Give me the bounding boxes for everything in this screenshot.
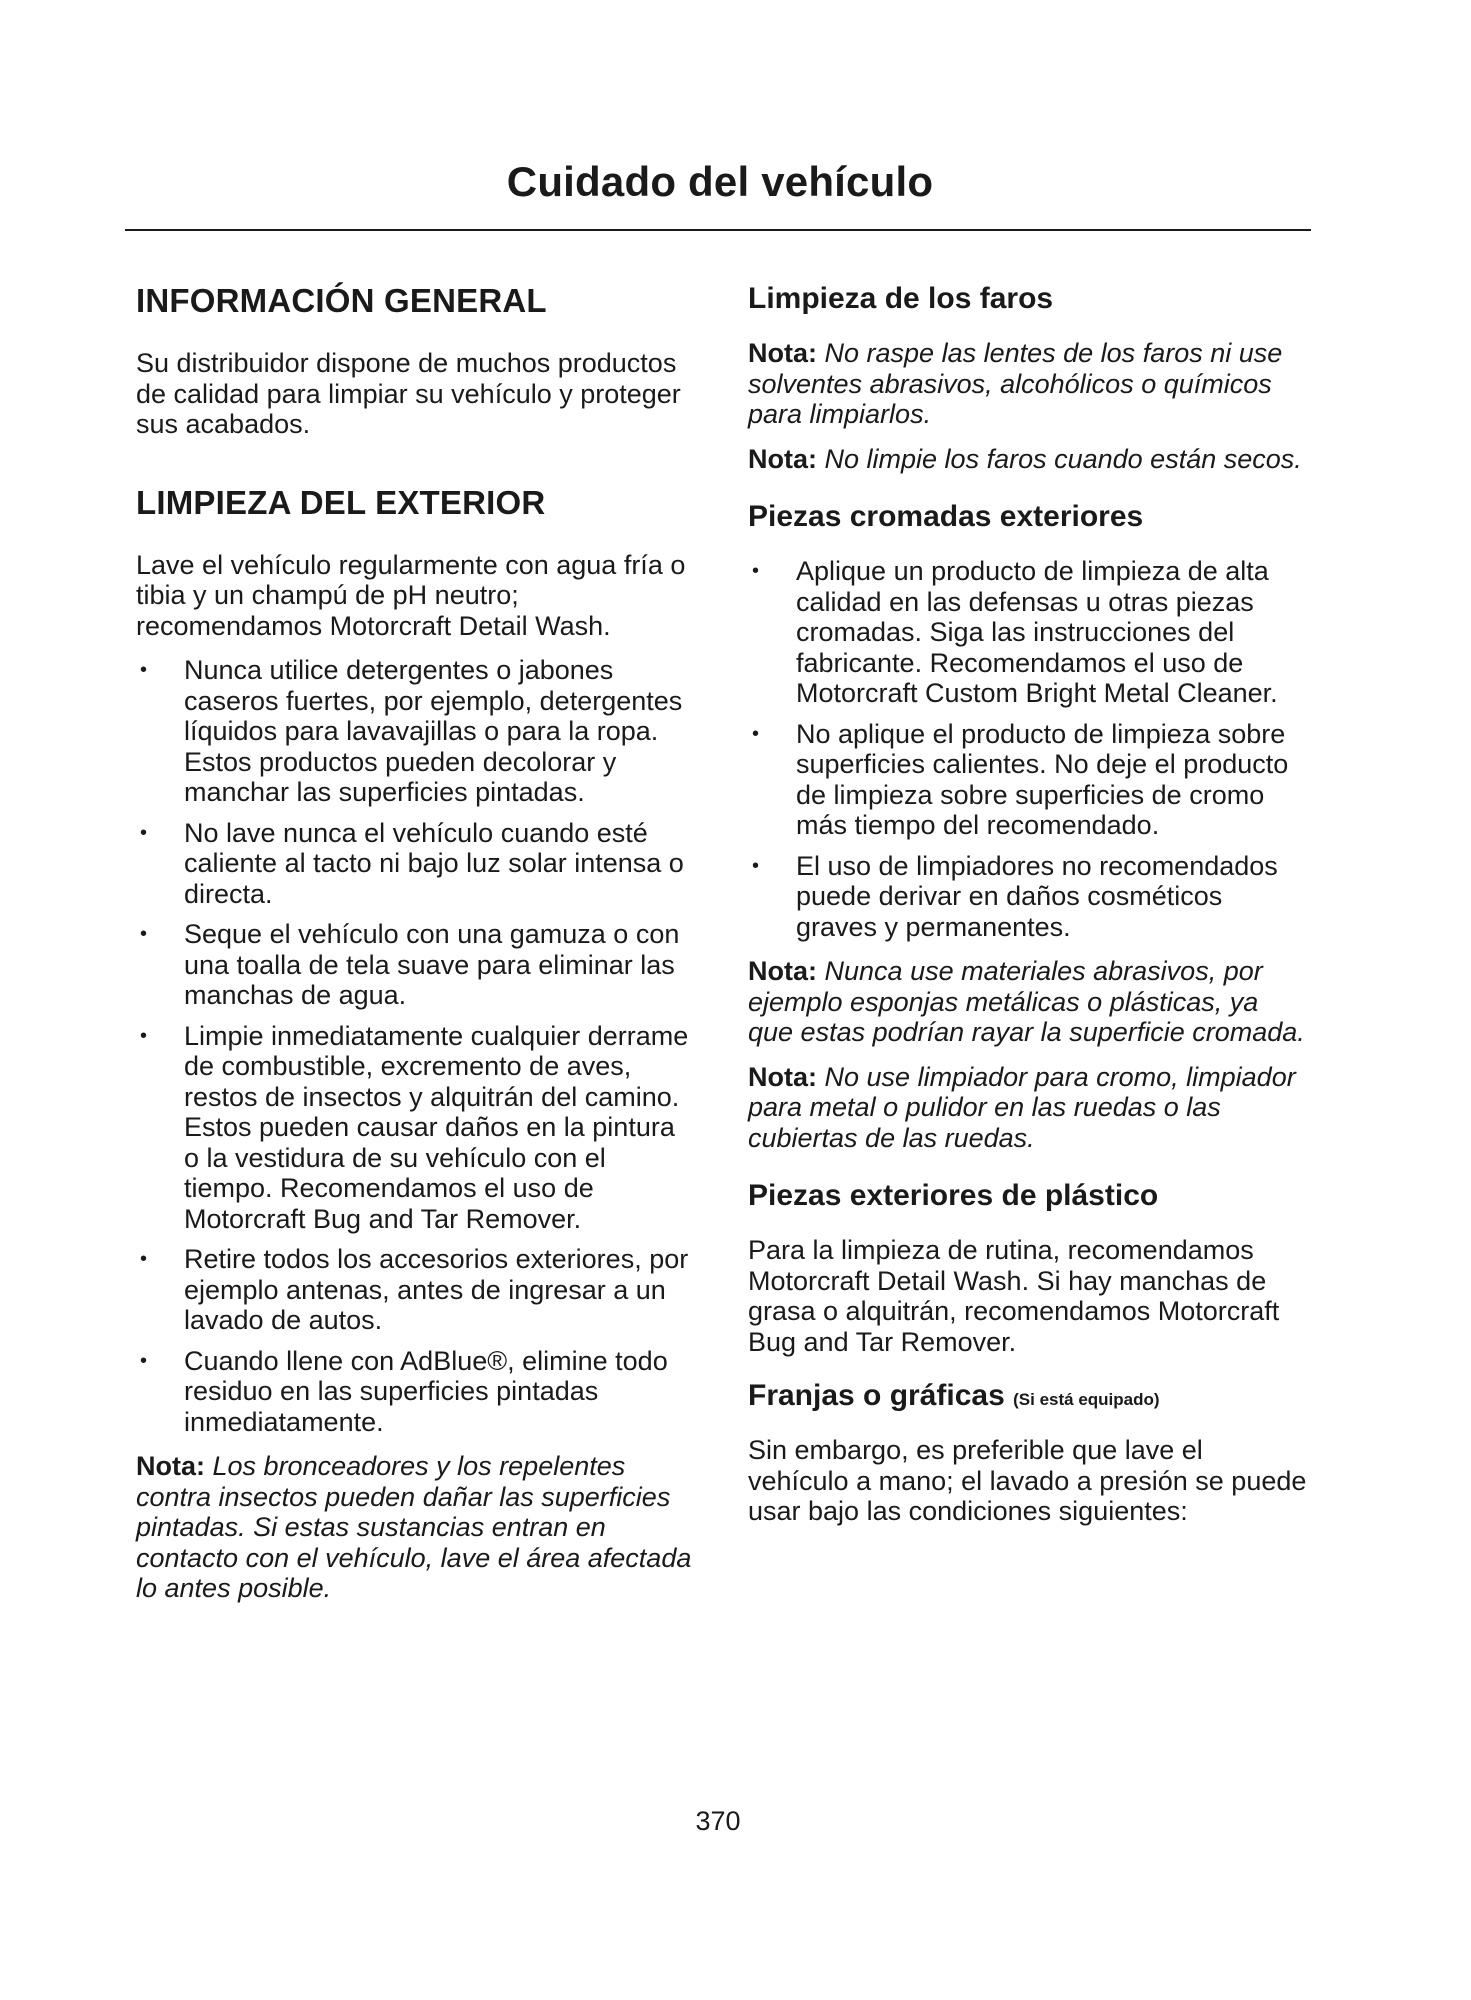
stripes-heading [748,1379,1308,1413]
list-item: • Seque el vehículo con una gamuza o con una toalla de tela suave para eliminar las manchas de agua. [136,919,696,1011]
chrome-parts-heading: Piezas cromadas exteriores [748,500,1144,533]
note-text: Los bronceadores y los repelentes contra insectos pueden dañar las superficies pintadas. Si estas sustancias entran en contacto con el vehículo, lave el área afectada lo antes posible. [136,1451,692,1603]
page-title: Cuidado del vehículo [506,158,934,205]
list-item: • No aplique el producto de limpieza sobre superficies calientes. No deje el producto de limpieza sobre superficies de cromo más tiempo del recomendado. [748,719,1308,841]
note-text: Nunca use materiales abrasivos, por ejemplo esponjas metálicas o plásticas, ya que estas podrían rayar la superficie cromada. [748,956,1305,1047]
page-number: 370 [695,1806,741,1836]
note-label: Nota: [748,1061,817,1092]
list-item: • Nunca utilice detergentes o jabones caseros fuertes, por ejemplo, detergentes líquidos para lavavajillas o para la ropa. Estos productos pueden decolorar y manchar las superficies pintadas. [136,655,696,808]
exterior-intro-text: Lave el vehículo regularmente con agua fría o tibia y un champú de pH neutro; recomendamos Motorcraft Detail Wash. [136,549,686,641]
note-text: No raspe las lentes de los faros ni use solventes abrasivos, alcohólicos o químicos para limpiarlos. [748,338,1283,429]
stripes-text: Sin embargo, es preferible que lave el vehículo a mano; el lavado a presión se puede usar bajo las condiciones siguientes: [748,1435,1307,1526]
exterior-cleaning-heading: LIMPIEZA DEL EXTERIOR [136,483,546,521]
equipped-tag: (Si está equipado) [1013,1390,1160,1409]
right-column [748,282,1308,1541]
list-item: • No lave nunca el vehículo cuando esté caliente al tacto ni bajo luz solar intensa o directa. [136,818,696,910]
list-item: • El uso de limpiadores no recomendados puede derivar en daños cosméticos graves y permanentes. [748,851,1308,943]
chrome-note-2 [748,1062,1308,1154]
list-item: • Cuando llene con AdBlue®, elimine todo residuo en las superficies pintadas inmediatamente. [136,1346,696,1438]
plastic-parts-text: Para la limpieza de rutina, recomendamos Motorcraft Detail Wash. Si hay manchas de grasa o alquitrán, recomendamos Motorcraft Bug and Tar Remover. [748,1235,1280,1357]
general-info-heading: INFORMACIÓN GENERAL [136,282,547,319]
chrome-note-1 [748,956,1308,1048]
exterior-bullet-list [136,655,696,1437]
note-label: Nota: [748,956,817,986]
chrome-bullet-list [748,556,1308,942]
note-text: No limpie los faros cuando están secos. [824,443,1302,474]
headlights-note-1 [748,338,1308,430]
plastic-parts-heading: Piezas exteriores de plástico [748,1179,1159,1212]
left-column [136,282,696,1618]
note-text: No use limpiador para cromo, limpiador para metal o pulidor en las ruedas o las cubiertas de las ruedas. [748,1061,1296,1153]
list-item: • Retire todos los accesorios exteriores, por ejemplo antenas, antes de ingresar a un lavado de autos. [136,1244,696,1336]
list-item: • Limpie inmediatamente cualquier derrame de combustible, excremento de aves, restos de insectos y alquitrán del camino. Estos pueden causar daños en la pintura o la vestidura de su vehículo con el tiempo. Recomendamos el uso de Motorcraft Bug and Tar Remover. [136,1021,696,1235]
sunscreen-note [136,1451,696,1604]
note-label: Nota: [748,338,817,368]
general-info-text: Su distribuidor dispone de muchos productos de calidad para limpiar su vehículo y proteger sus acabados. [136,348,681,439]
note-label: Nota: [136,1451,205,1481]
list-item: • Aplique un producto de limpieza de alta calidad en las defensas u otras piezas cromadas. Siga las instrucciones del fabricante. Recomendamos el uso de Motorcraft Custom Bright Metal Cleaner. [748,556,1308,709]
headlights-note-2 [748,444,1308,475]
headlights-heading: Limpieza de los faros [748,282,1054,315]
title-divider [125,229,1311,231]
note-label: Nota: [748,443,817,474]
stripes-heading-text: Franjas o gráficas [748,1379,1005,1412]
